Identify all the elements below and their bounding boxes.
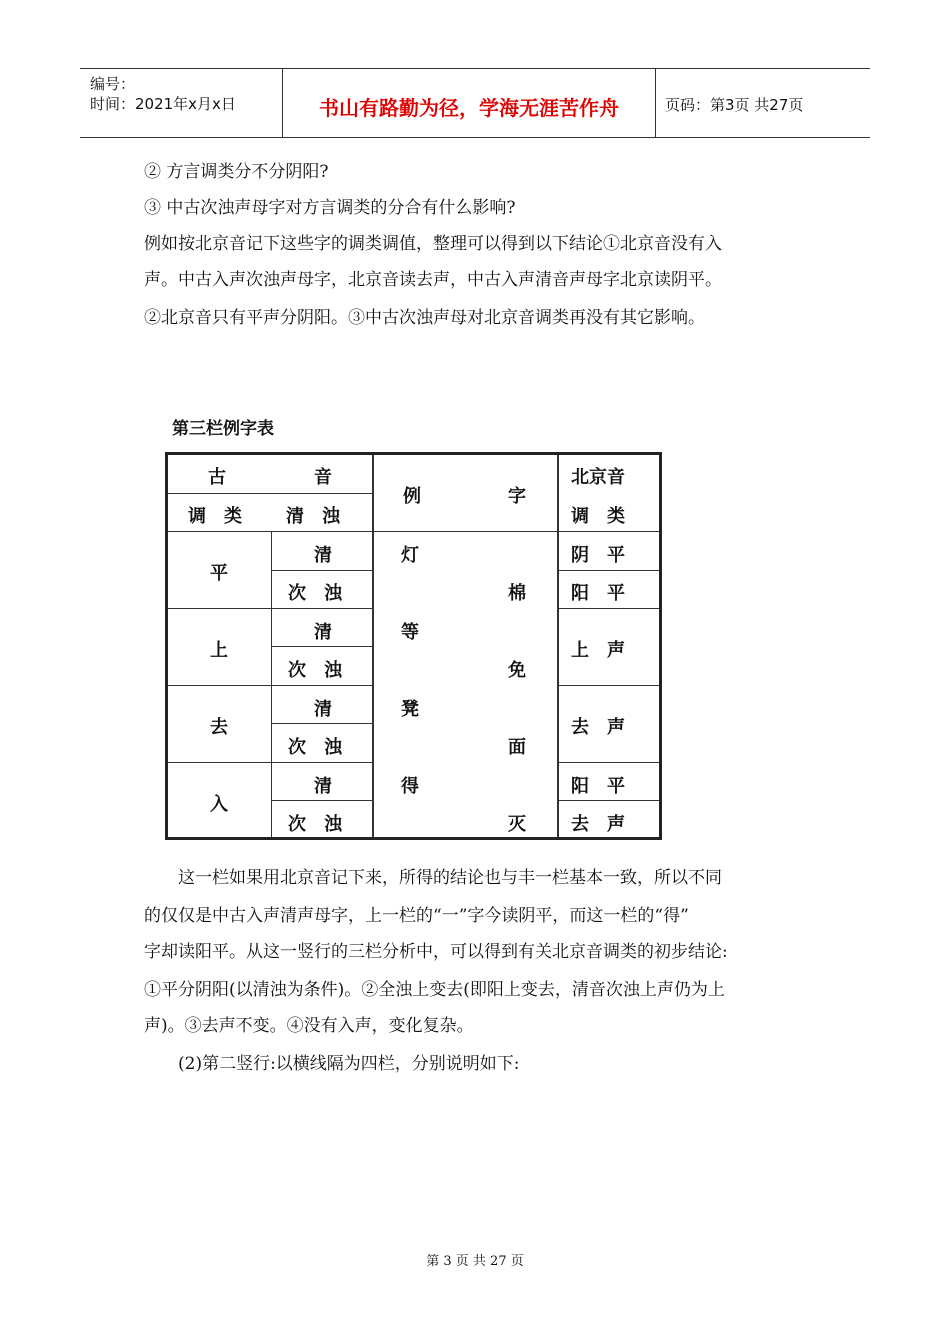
tone-ping: 平	[210, 563, 228, 584]
table-caption: 第三栏例字表	[172, 419, 274, 439]
ex-7: 得	[401, 776, 419, 797]
body-line-3: 字却读阳平。从这一竖行的三栏分析中，可以得到有关北京音调类的初步结论:	[144, 942, 728, 962]
time-label: 时间：2021年x月x日	[90, 95, 236, 113]
bj-5: 阳 平	[571, 776, 625, 797]
tone-shang: 上	[210, 640, 228, 661]
bj-2: 阳 平	[571, 583, 625, 604]
ex-1: 灯	[401, 545, 419, 566]
head-yin: 音	[314, 467, 332, 488]
qz-1: 清	[314, 545, 332, 566]
question-3: ③ 中古次浊声母字对方言调类的分合有什么影响?	[144, 198, 516, 218]
tone-qu: 去	[210, 717, 228, 738]
qz-5: 清	[314, 699, 332, 720]
intro-line-1: 例如按北京音记下这些字的调类调值，整理可以得到以下结论①北京音没有入	[144, 234, 722, 254]
ex-8: 灭	[508, 814, 526, 835]
head-gu: 古	[208, 467, 226, 488]
ex-5: 凳	[401, 699, 419, 720]
qz-4: 次 浊	[288, 660, 342, 681]
head-diaolei: 调 类	[188, 506, 242, 527]
bj-3: 上 声	[571, 640, 625, 661]
head-lizi-a: 例	[403, 486, 421, 507]
qz-6: 次 浊	[288, 737, 342, 758]
ex-2: 棉	[508, 583, 526, 604]
head-bj1: 北京音	[571, 467, 625, 488]
bj-1: 阴 平	[571, 545, 625, 566]
ex-6: 面	[508, 737, 526, 758]
ex-3: 等	[401, 622, 419, 643]
page-header	[80, 68, 870, 138]
head-qingzhuo: 清 浊	[286, 506, 340, 527]
body-line-6: (2)第二竖行:以横线隔为四栏，分别说明如下:	[178, 1054, 520, 1074]
qz-3: 清	[314, 622, 332, 643]
body-line-4: ①平分阴阳(以清浊为条件)。②全浊上变去(即阳上变去，清音次浊上声仍为上	[144, 980, 725, 1000]
body-line-5: 声)。③去声不变。④没有入声，变化复杂。	[144, 1016, 474, 1036]
intro-line-3: ②北京音只有平声分阴阳。③中古次浊声母对北京音调类再没有其它影响。	[144, 308, 705, 328]
ex-4: 免	[508, 660, 526, 681]
header-meta	[80, 69, 283, 137]
tone-ru: 入	[210, 794, 228, 815]
motto: 书山有路勤为径，学海无涯苦作舟	[319, 96, 619, 120]
body-line-1: 这一栏如果用北京音记下来，所得的结论也与丰一栏基本一致，所以不同	[178, 868, 722, 888]
head-lizi-b: 字	[508, 486, 526, 507]
qz-7: 清	[314, 776, 332, 797]
page-footer: 第 3 页 共 27 页	[426, 1254, 524, 1269]
example-char-table	[165, 452, 662, 840]
header-motto-cell	[283, 69, 656, 137]
intro-line-2: 声。中古入声次浊声母字，北京音读去声，中古入声清音声母字北京读阴平。	[144, 270, 722, 290]
number-label: 编号：	[90, 75, 136, 93]
page-label: 页码：第3页 共27页	[665, 96, 804, 114]
question-2: ② 方言调类分不分阴阳?	[144, 162, 329, 182]
body-line-2: 的仅仅是中古入声清声母字，上一栏的“一”字今读阴平，而这一栏的“得”	[144, 906, 689, 926]
qz-2: 次 浊	[288, 583, 342, 604]
bj-6: 去 声	[571, 814, 625, 835]
qz-8: 次 浊	[288, 814, 342, 835]
head-bj2: 调 类	[571, 506, 625, 527]
bj-4: 去 声	[571, 717, 625, 738]
